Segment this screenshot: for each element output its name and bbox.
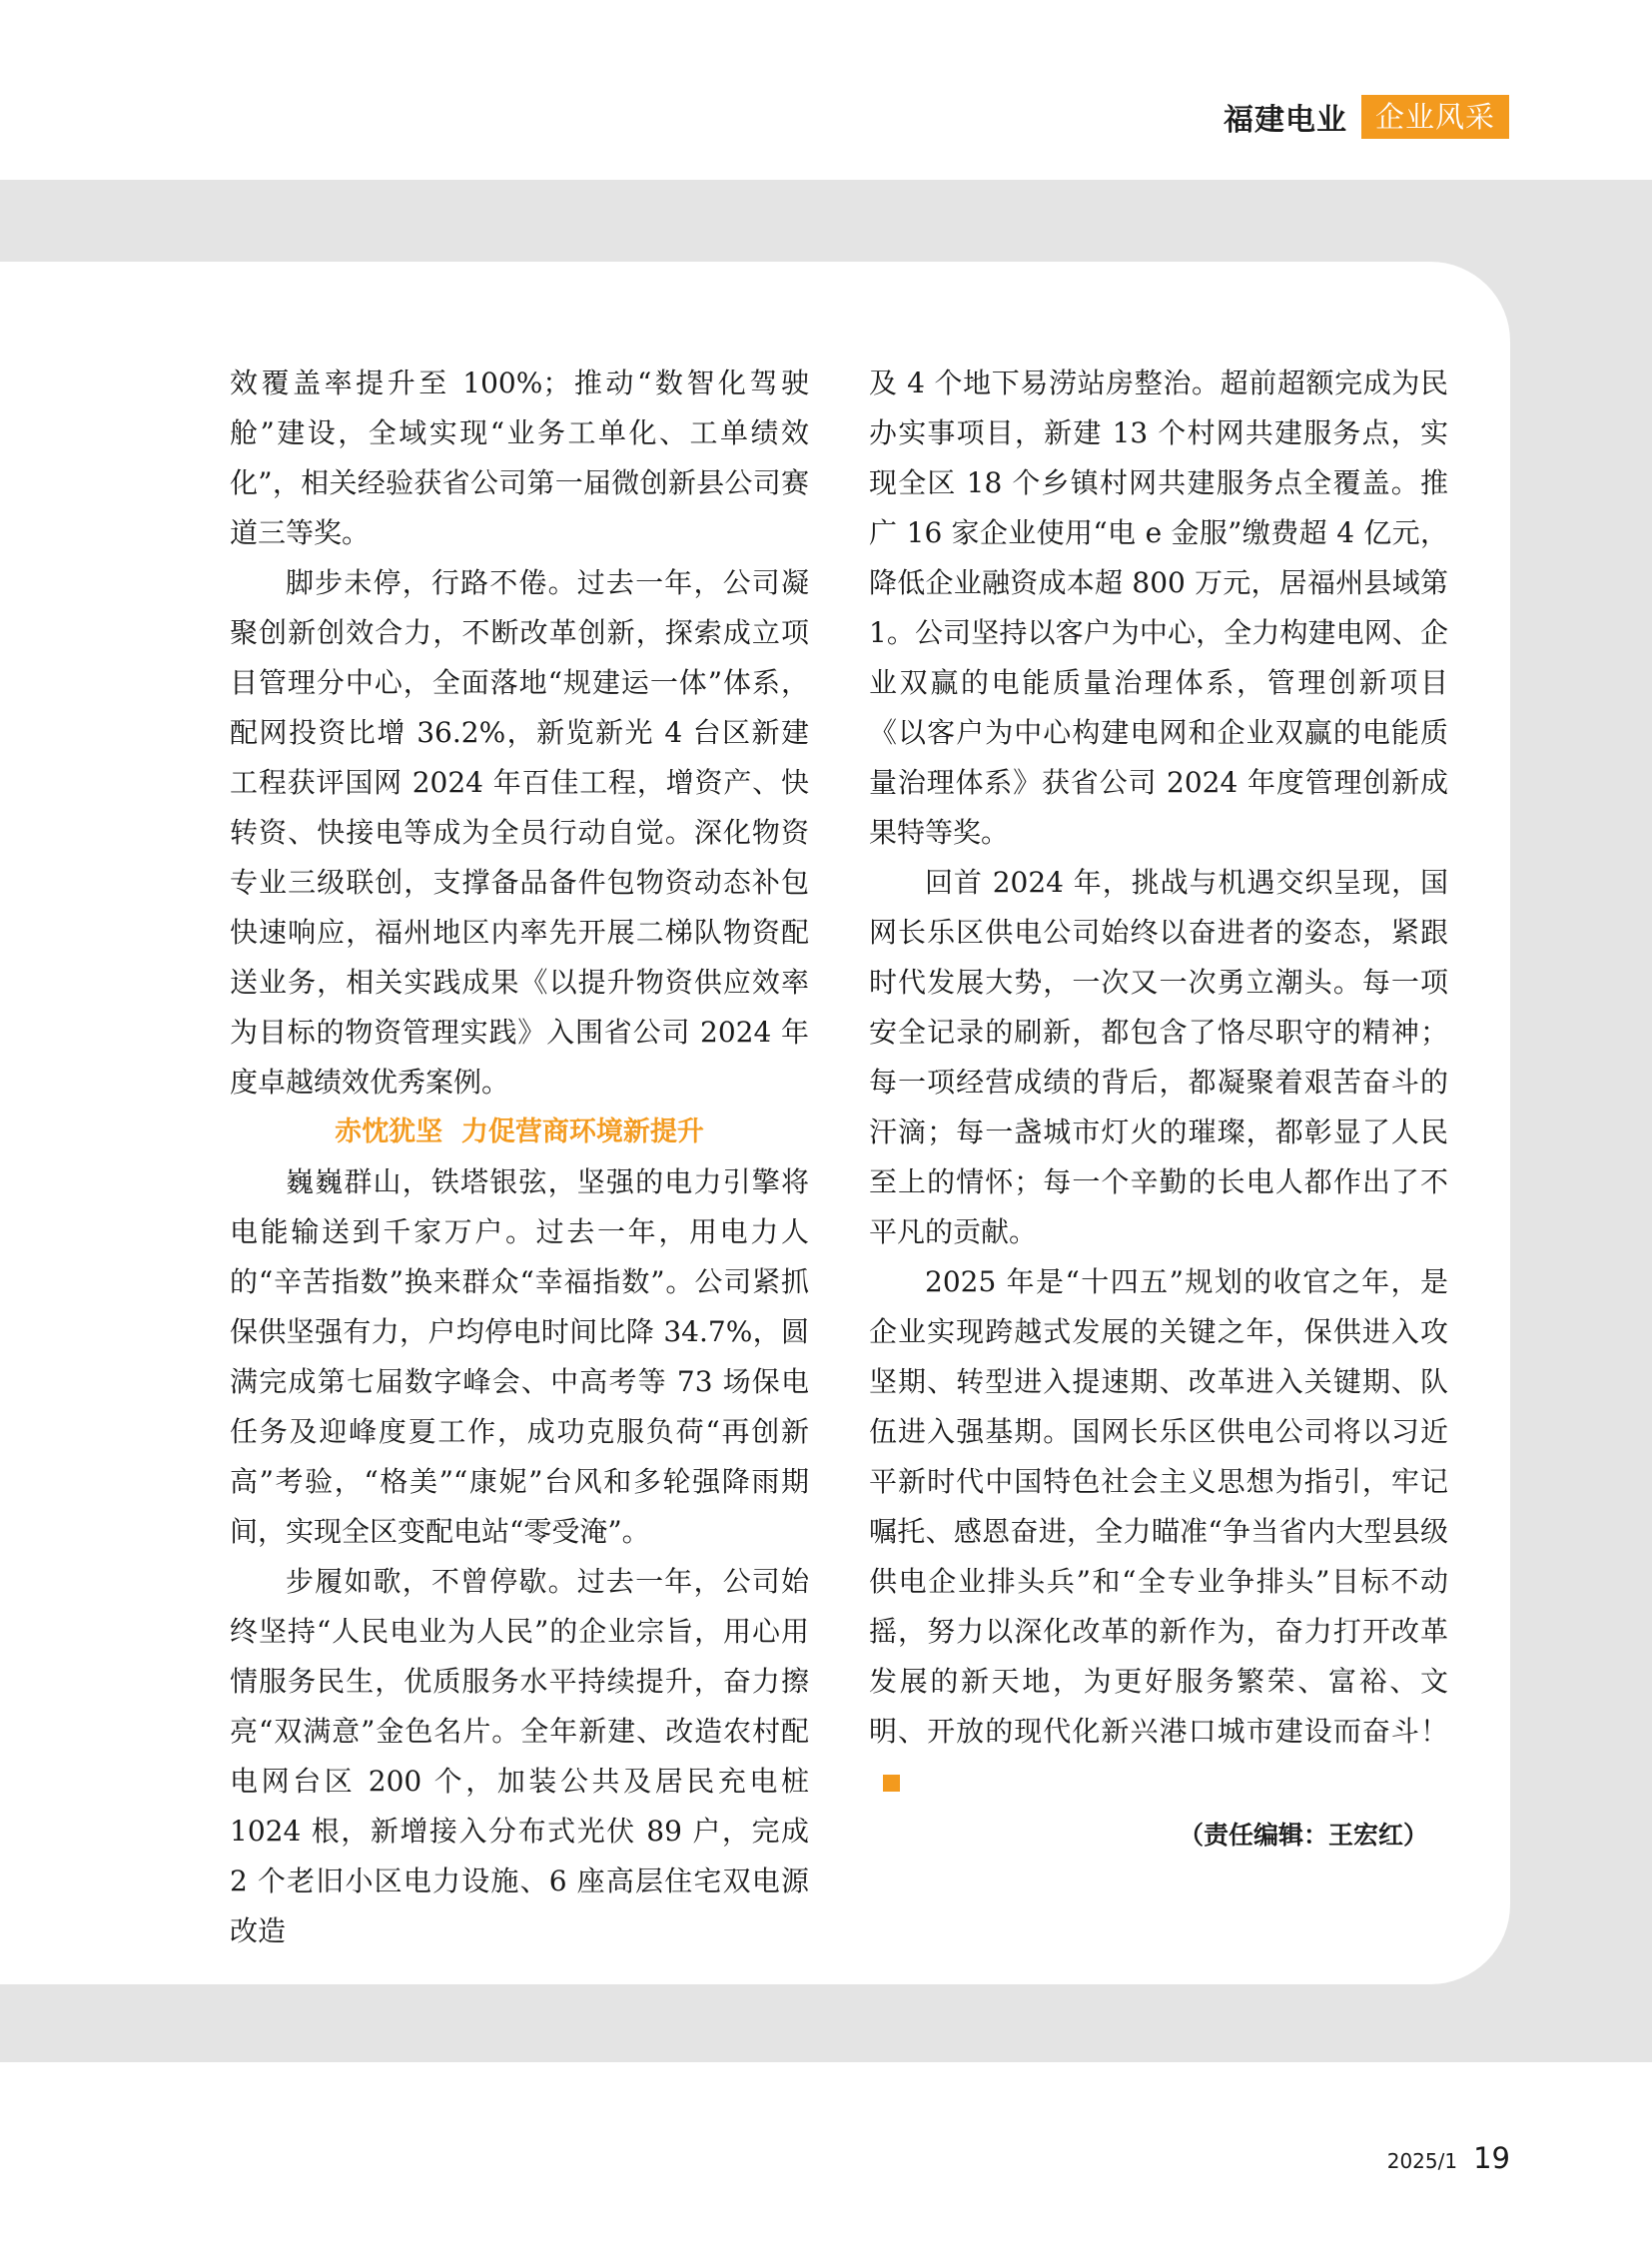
section-tag: 企业风采 [1361,95,1509,139]
section-subheading: 赤忱犹坚 力促营商环境新提升 [335,1117,704,1147]
page-number: 19 [1473,2141,1510,2175]
paragraph: 效覆盖率提升至 100%；推动“数智化驾驶舱”建设，全域实现“业务工单化、工单绩效化”，相关经验获省公司第一届微创新县公司赛道三等奖。 [230,367,809,549]
page-header [1224,94,1509,140]
magazine-name: 福建电业 [1223,103,1347,138]
issue-number: 2025/1 [1386,2149,1458,2173]
editor-credit: （责任编辑：王宏红） [1178,1821,1428,1850]
paragraph: 巍巍群山，铁塔银弦，坚强的电力引擎将电能输送到千家万户。过去一年，用电力人的“辛苦指数”换来群众“幸福指数”。公司紧抓保供坚强有力，户均停电时间比降 34.7%，圆满完成第七届数字峰会、中高考等 73 场保电任务及迎峰度夏工作，成功克服负荷“再创新高”考验，“格美”“康妮”台风和多轮强降雨期间，实现全区变配电站“零受淹”。 [230,1165,809,1548]
paragraph-text: 2025 年是“十四五”规划的收官之年，是企业实现跨越式发展的关键之年，保供进入攻坚期、转型进入提速期、改革进入关键期、队伍进入强基期。国网长乐区供电公司将以习近平新时代中国特色社会主义思想为指引，牢记嘱托、感恩奋进，全力瞄准“争当省内大型县级供电企业排头兵”和“全专业争排头”目标不动摇，努力以深化改革的新作为，奋力打开改革发展的新天地，为更好服务繁荣、富裕、文明、开放的现代化新兴港口城市建设而奋斗！ [869,1265,1448,1748]
end-mark-icon [883,1775,900,1792]
page-footer [1387,2141,1510,2175]
paragraph: 回首 2024 年，挑战与机遇交织呈现，国网长乐区供电公司始终以奋进者的姿态，紧跟时代发展大势，一次又一次勇立潮头。每一项安全记录的刷新，都包含了恪尽职守的精神；每一项经营成绩的背后，都凝聚着艰苦奋斗的汗滴；每一盏城市灯火的璀璨，都彰显了人民至上的情怀；每一个辛勤的长电人都作出了不平凡的贡献。 [869,866,1448,1248]
paragraph: 脚步未停，行路不倦。过去一年，公司凝聚创新创效合力，不断改革创新，探索成立项目管理分中心，全面落地“规建运一体”体系，配网投资比增 36.2%，新览新光 4 台区新建工程获评国网 2024 年百佳工程，增资产、快转资、快接电等成为全员行动自觉。深化物资专业三级联创，支撑备品备件包物资动态补包快速响应，福州地区内率先开展二梯队物资配送业务，相关实践成果《以提升物资供应效率为目标的物资管理实践》入围省公司 2024 年度卓越绩效优秀案例。 [230,566,809,1099]
paragraph: 及 4 个地下易涝站房整治。超前超额完成为民办实事项目，新建 13 个村网共建服务点，实现全区 18 个乡镇村网共建服务点全覆盖。推广 16 家企业使用“电 e 金服”缴费超 4 亿元，降低企业融资成本超 800 万元，居福州县域第 1。公司坚持以客户为中心，全力构建电网、企业双赢的电能质量治理体系，管理创新项目《以客户为中心构建电网和企业双赢的电能质量治理体系》获省公司 2024 年度管理创新成果特等奖。 [869,367,1448,849]
right-column [869,359,1448,1861]
paragraph-final [869,1257,1448,1807]
left-column [230,359,809,1956]
paragraph: 步履如歌，不曾停歇。过去一年，公司始终坚持“人民电业为人民”的企业宗旨，用心用情服务民生，优质服务水平持续提升，奋力擦亮“双满意”金色名片。全年新建、改造农村配电网台区 200 个，加装公共及居民充电桩 1024 根，新增接入分布式光伏 89 户，完成 2 个老旧小区电力设施、6 座高层住宅双电源改造 [230,1565,809,1947]
